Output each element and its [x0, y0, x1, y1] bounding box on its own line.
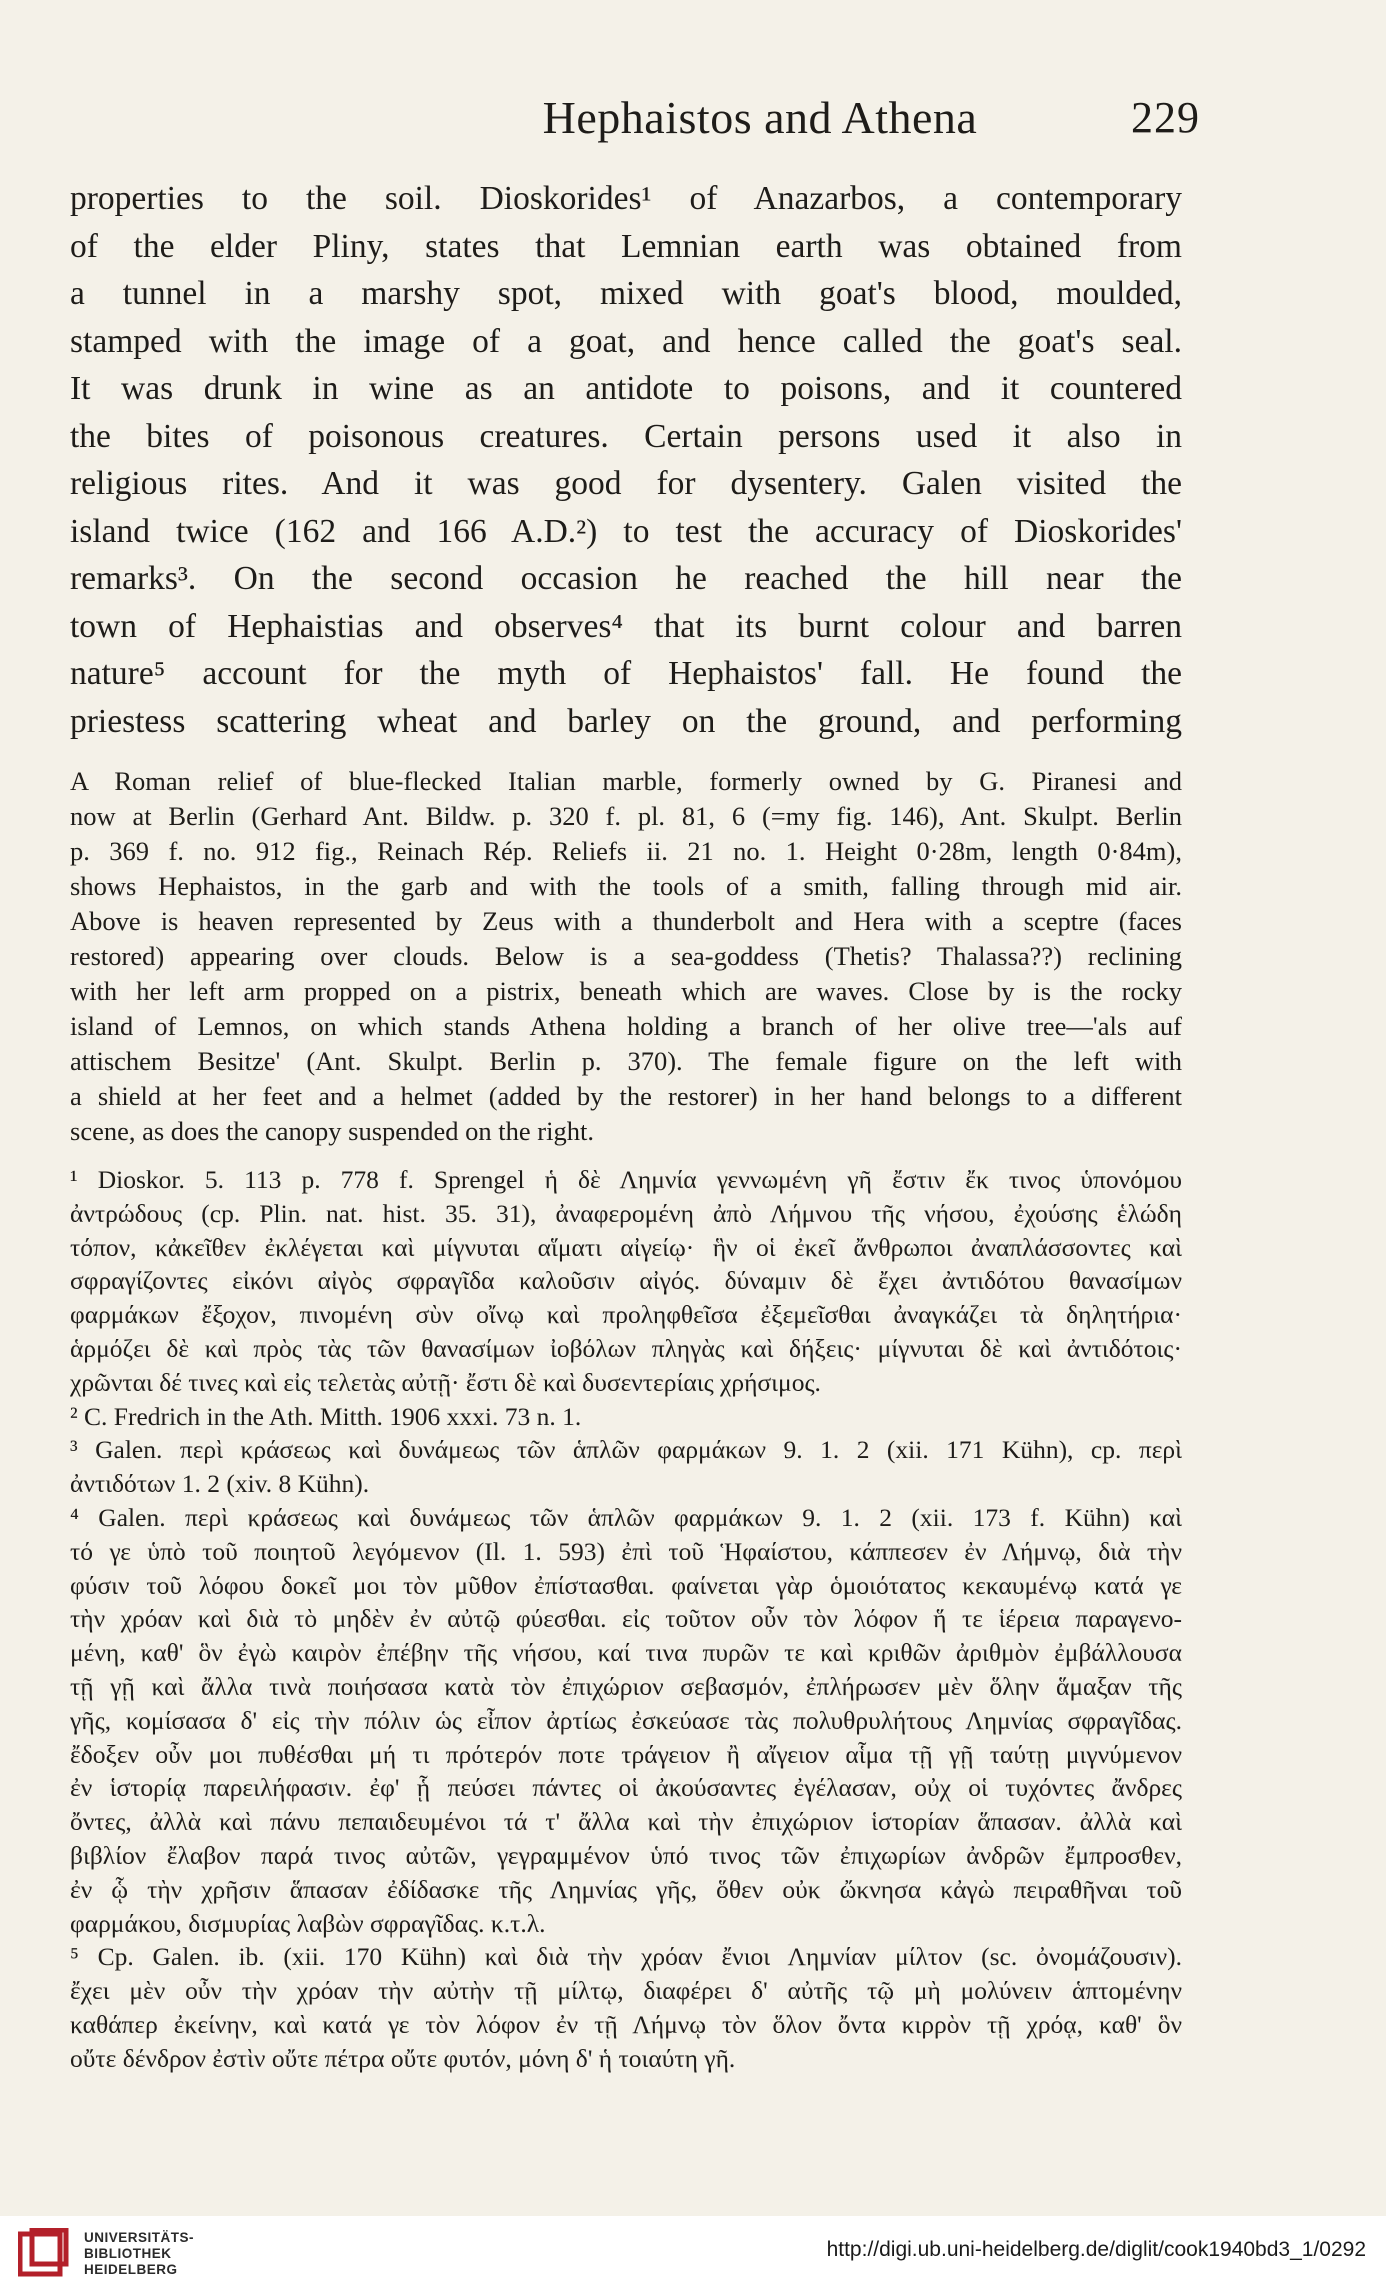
footnote-line: καθάπερ ἐκείνην, καὶ κατά γε τὸν λόφον ἐν τῇ Λήμνῳ τὸν ὅλον ὄντα κιρρὸν τῇ χρόᾳ, καθ' ὃν: [70, 2009, 1182, 2039]
caption-line: a shield at her feet and a helmet (added by the restorer) in her hand belongs to a different: [70, 1081, 1182, 1111]
footnote-line: σφραγίζοντες εἰκόνι αἰγὸς σφραγῖδα καλοῦσιν αἰγός. δύναμιν δὲ ἔχει ἀντιδότου θανασίμων: [70, 1266, 1182, 1296]
text-line: of the elder Pliny, states that Lemnian earth was obtained from: [70, 227, 1182, 265]
caption-line: with her left arm propped on a pistrix, beneath which are waves. Close by is the rocky: [70, 976, 1182, 1006]
caption-line: restored) appearing over clouds. Below is a sea-goddess (Thetis? Thalassa??) reclining: [70, 941, 1182, 971]
footnote-line: ὄντες, ἀλλὰ καὶ πάνυ πεπαιδευμένοι τά τ' ἄλλα καὶ τὴν ἐπιχώριον ἱστορίαν ἅπασαν. ἀλλὰ καὶ: [70, 1807, 1182, 1837]
caption-line: scene, as does the canopy suspended on the right.: [70, 1116, 594, 1146]
footnote-line: ἐν ἱστορίᾳ παρειλήφασιν. ἐφ' ᾗ πεύσει πάντες οἱ ἀκούσαντες ἐγέλασαν, οὐχ οἱ τυχόντες ἄνδρες: [70, 1773, 1182, 1803]
text-line: It was drunk in wine as an antidote to poisons, and it countered: [70, 370, 1182, 407]
footnote-line: ⁴ Galen. περὶ κράσεως καὶ δυνάμεως τῶν ἁπλῶν φαρμάκων 9. 1. 2 (xii. 173 f. Kühn) καὶ: [70, 1502, 1182, 1532]
footnotes: [70, 1163, 1182, 2076]
footnote-line: βιβλίον ἔλαβον παρά τινος αὐτῶν, γεγραμμένον ὑπό τινος τῶν ἐπιχωρίων ἀνδρῶν ἔμπροσθεν,: [70, 1840, 1182, 1870]
footnote-line: ἀντιδότων 1. 2 (xiv. 8 Kühn).: [70, 1469, 370, 1499]
footnote-line: χρῶνται δέ τινες καὶ εἰς τελετὰς αὐτῇ· ἔστι δὲ καὶ δυσεντερίαις χρήσιμος.: [70, 1367, 821, 1397]
caption-line: Above is heaven represented by Zeus with a thunderbolt and Hera with a sceptre (faces: [70, 906, 1182, 936]
footnote-line: οὔτε δένδρον ἐστὶν οὔτε πέτρα οὔτε φυτόν, μόνη δ' ἡ τοιαύτη γῆ.: [70, 2043, 736, 2073]
footnote-line: φαρμάκων ἔξοχον, πινομένη σὺν οἴνῳ καὶ προληφθεῖσα ἐξεμεῖσθαι ἀναγκάζει τὰ δηλητήρια·: [70, 1300, 1182, 1330]
footnote-line: τῇ γῇ καὶ ἄλλα τινὰ ποιήσασα κατὰ τὸν ἐπιχώριον σεβασμόν, ἐπλήρωσεν μὲν ὅλην ἅμαξαν τῆς: [70, 1671, 1182, 1701]
caption-line: A Roman relief of blue-flecked Italian marble, formerly owned by G. Piranesi and: [70, 766, 1182, 796]
caption-line: now at Berlin (Gerhard Ant. Bildw. p. 320 f. pl. 81, 6 (=my fig. 146), Ant. Skulpt. Berlin: [70, 801, 1182, 831]
caption-line: attischem Besitze' (Ant. Skulpt. Berlin p. 370). The female figure on the left with: [70, 1046, 1182, 1076]
library-line: UNIVERSITÄTS-: [84, 2230, 195, 2245]
text-line: the bites of poisonous creatures. Certain persons used it also in: [70, 417, 1182, 455]
library-line: HEIDELBERG: [84, 2262, 178, 2277]
footnote-line: ἐν ᾧ τὴν χρῆσιν ἅπασαν ἐδίδασκε τῆς Λημνίας γῆς, ὅθεν οὐκ ὤκνησα κἀγὼ πειραθῆναι τοῦ: [70, 1874, 1182, 1904]
source-url-link[interactable]: http://digi.ub.uni-heidelberg.de/diglit/cook1940bd3_1/0292: [826, 2238, 1366, 2261]
footnote-line: ἔχει μὲν οὖν τὴν χρόαν τὴν αὐτὴν τῇ μίλτῳ, διαφέρει δ' αὐτῆς τῷ μὴ μολύνειν ἁπτομένην: [70, 1976, 1182, 2006]
caption-line: island of Lemnos, on which stands Athena holding a branch of her olive tree—'als auf: [70, 1011, 1182, 1041]
footnote-line: ³ Galen. περὶ κράσεως καὶ δυνάμεως τῶν ἁπλῶν φαρμάκων 9. 1. 2 (xii. 171 Kühn), cp. περὶ: [70, 1435, 1182, 1465]
footnote-line: μένη, καθ' ὃν ἐγὼ καιρὸν ἐπέβην τῆς νήσου, καί τινα πυρῶν τε καὶ κριθῶν ἀριθμὸν ἐμβάλλουσα: [70, 1638, 1182, 1668]
footnote-line: φαρμάκου, δισμυρίας λαβὼν σφραγῖδας. κ.τ.λ.: [70, 1908, 546, 1938]
text-line: properties to the soil. Dioskorides¹ of Anazarbos, a contemporary: [70, 180, 1182, 217]
footnote-line: ⁵ Cp. Galen. ib. (xii. 170 Kühn) καὶ διὰ τὴν χρόαν ἔνιοι Λημνίαν μίλτον (sc. ὀνομάζουσιν).: [70, 1942, 1182, 1972]
page-number: 229: [1131, 93, 1200, 142]
text-line: town of Hephaistias and observes⁴ that its burnt colour and barren: [70, 607, 1182, 645]
footnote-line: γῆς, κομίσασα δ' εἰς τὴν πόλιν ὡς εἶπον ἀρτίως ἐσκεύασε τὰς πολυθρυλήτους Λημνίας σφραγῖδας.: [70, 1705, 1182, 1735]
figure-caption: [70, 764, 1182, 1149]
footnote-line: τὴν χρόαν καὶ διὰ τὸ μηδὲν ἐν αὐτῷ φύεσθαι. εἰς τοῦτον οὖν τὸν λόφον ἥ τε ἱέρεια παραγενο-: [70, 1604, 1182, 1634]
library-name: [84, 2230, 194, 2278]
footnote-line: τό γε ὑπὸ τοῦ ποιητοῦ λεγόμενον (Il. 1. 593) ἐπὶ τοῦ Ἡφαίστου, κάππεσεν ἐν Λήμνῳ, διὰ τὴν: [70, 1536, 1182, 1566]
text-line: nature⁵ account for the myth of Hephaistos' fall. He found the: [70, 655, 1182, 692]
text-line: religious rites. And it was good for dysentery. Galen visited the: [70, 465, 1182, 502]
library-line: BIBLIOTHEK: [84, 2246, 172, 2261]
page-header: [340, 88, 1200, 148]
library-logo-icon: [18, 2228, 70, 2280]
footnote-line: ἁρμόζει δὲ καὶ πρὸς τὰς τῶν θανασίμων ἰοβόλων πληγὰς καὶ δήξεις· μίγνυται δὲ καὶ ἀντιδότοις·: [70, 1333, 1182, 1363]
text-line: remarks³. On the second occasion he reached the hill near the: [70, 560, 1182, 597]
footnote-line: ¹ Dioskor. 5. 113 p. 778 f. Sprengel ἡ δὲ Λημνία γεννωμένη γῆ ἔστιν ἔκ τινος ὑπονόμου: [70, 1165, 1182, 1194]
footnote-line: ἀντρώδους (cp. Plin. nat. hist. 35. 31), ἀναφερομένη ἀπὸ Λήμνου τῆς νήσου, ἐχούσης ἑλώδη: [70, 1198, 1182, 1228]
footnote-line: ² C. Fredrich in the Ath. Mitth. 1906 xxxi. 73 n. 1.: [70, 1401, 582, 1431]
viewer-footer: [0, 2216, 1386, 2292]
text-line: a tunnel in a marshy spot, mixed with goat's blood, moulded,: [70, 275, 1182, 312]
text-line: island twice (162 and 166 A.D.²) to test the accuracy of Dioskorides': [70, 512, 1182, 550]
footnote-line: τόπον, κἀκεῖθεν ἐκλέγεται καὶ μίγνυται αἵματι αἰγείῳ· ἣν οἱ ἐκεῖ ἄνθρωποι ἀναπλάσσοντες καὶ: [70, 1232, 1182, 1262]
running-title: Hephaistos and Athena: [542, 92, 978, 143]
text-line: stamped with the image of a goat, and hence called the goat's seal.: [70, 322, 1182, 360]
main-text: [70, 175, 1182, 745]
text-line: priestess scattering wheat and barley on the ground, and performing: [70, 702, 1182, 740]
caption-line: p. 369 f. no. 912 fig., Reinach Rép. Reliefs ii. 21 no. 1. Height 0·28m, length 0·84m),: [70, 836, 1182, 866]
caption-line: shows Hephaistos, in the garb and with the tools of a smith, falling through mid air.: [70, 871, 1182, 901]
footnote-line: ἔδοξεν οὖν μοι πυθέσθαι μή τι πρότερόν ποτε τράγειον ἢ αἴγειον αἷμα τῇ γῇ ταύτῃ μιγνύμενον: [70, 1739, 1182, 1769]
footnote-line: φύσιν τοῦ λόφου δοκεῖ μοι τὸν μῦθον ἐπίστασθαι. φαίνεται γὰρ ὁμοιότατος κεκαυμένῳ κατά γε: [70, 1570, 1182, 1600]
